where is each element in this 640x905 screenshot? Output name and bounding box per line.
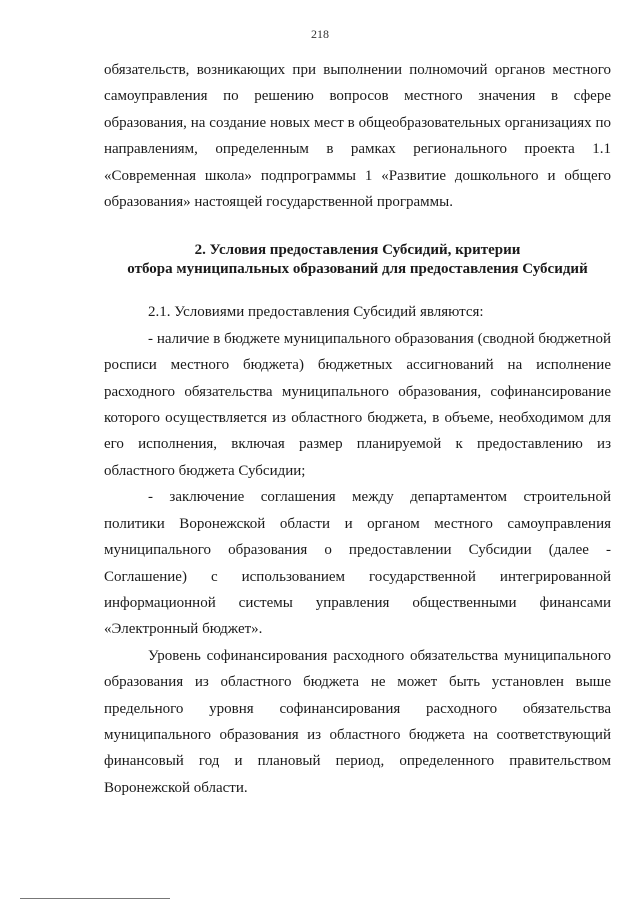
document-body xyxy=(104,57,611,801)
section-heading-line-2: отбора муниципальных образований для предоставления Субсидий xyxy=(127,261,588,278)
cofinancing-paragraph: Уровень софинансирования расходного обязательства муниципального образования из областного бюджета не может быть установлен выше предельного уровня софинансирования расходного обязательства муниципального образования из областного бюджета на соответствующий финансовый год и плановый период, определенного правительством Воронежской области. xyxy=(104,647,611,796)
condition-budget-allocation: - наличие в бюджете муниципального образования (сводной бюджетной росписи местного бюджета) бюджетных ассигнований на исполнение расходного обязательства муниципального образования, софинансирование которого осуществляется из областного бюджета, в объеме, необходимом для его исполнения, включая размер планируемой к предоставлению из областного бюджета Субсидии; xyxy=(104,330,611,479)
conditions-lead: 2.1. Условиями предоставления Субсидий являются: xyxy=(148,304,484,321)
section-heading-line-1: 2. Условия предоставления Субсидий, критерии xyxy=(194,242,521,259)
section-heading xyxy=(98,241,617,279)
intro-paragraph: обязательств, возникающих при выполнении полномочий органов местного самоуправления по решению вопросов местного значения в сфере образования, на создание новых мест в общеобразовательных организациях по направлениям, определенным в рамках регионального проекта 1.1 «Современная школа» подпрограммы 1 «Развитие дошкольного и общего образования» настоящей государственной программы. xyxy=(104,62,611,211)
footer-rule xyxy=(20,898,170,899)
condition-agreement: - заключение соглашения между департаментом строительной политики Воронежской области и органом местного самоуправления муниципального образования о предоставлении Субсидии (далее - Соглашение) с использованием государственной интегрированной информационной системы управления общественными финансами «Электронный бюджет». xyxy=(104,489,611,638)
page-number: 218 xyxy=(311,27,329,41)
